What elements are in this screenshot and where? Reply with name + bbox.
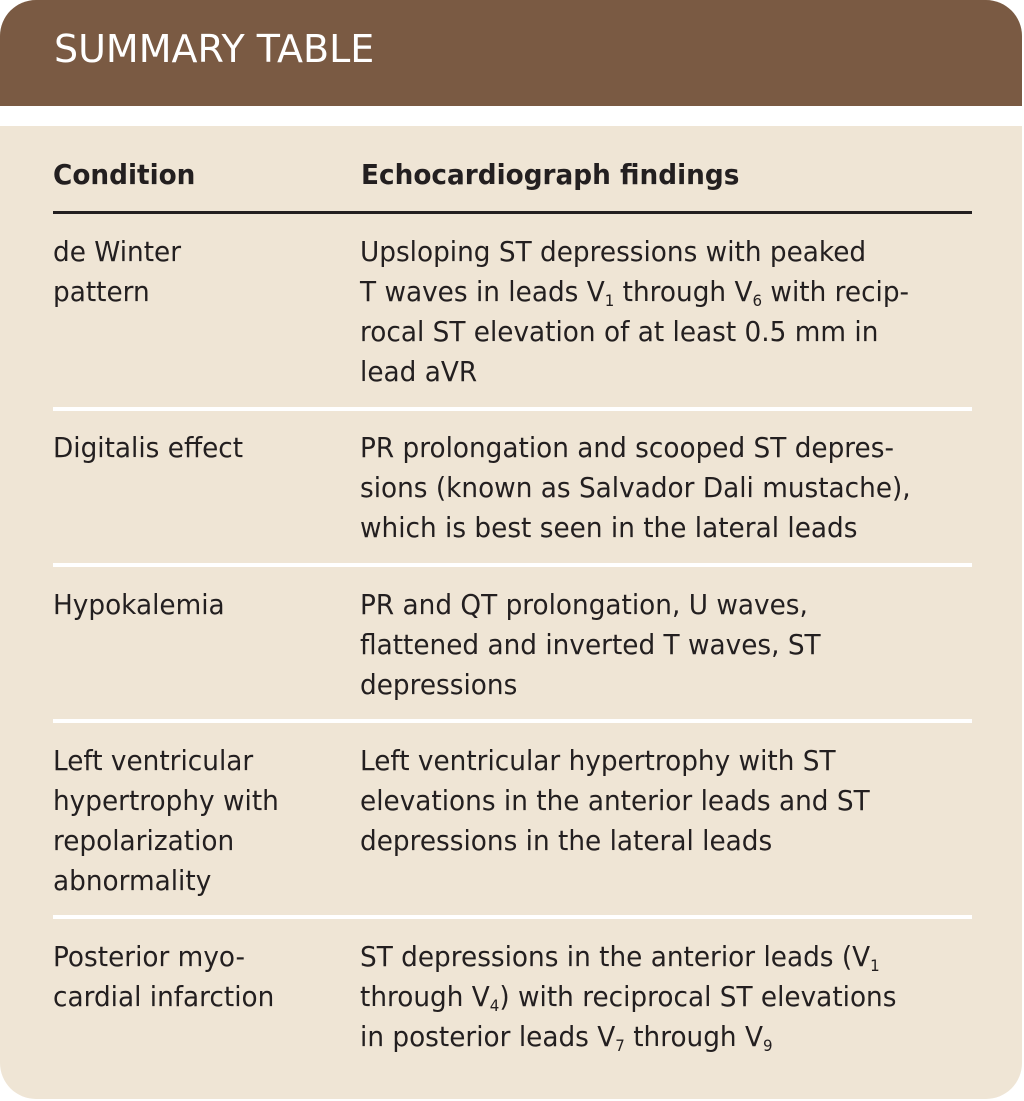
header-divider: [0, 106, 1022, 126]
row-condition-posterior-mi: Posterior myo- cardial infarction: [53, 940, 275, 1013]
table-title: SUMMARY TABLE: [54, 27, 375, 71]
column-header-findings: Echocardiograph findings: [361, 158, 740, 191]
row-separator: [53, 719, 972, 723]
row-findings-digitalis: PR prolongation and scooped ST depres- sions (known as Salvador Dali mustache), which is best seen in the lateral leads: [360, 431, 911, 544]
header-rule: [53, 211, 972, 214]
row-findings-lvh: Left ventricular hypertrophy with ST elevations in the anterior leads and ST depressions in the lateral leads: [360, 744, 870, 857]
row-findings-de-winter: Upsloping ST depressions with peaked T waves in leads $V_1$ through $V_6$ with recip- rocal ST elevation of at least 0.5 mm in lead aVR: [360, 235, 910, 388]
row-condition-hypokalemia: Hypokalemia: [53, 588, 225, 621]
row-condition-de-winter: de Winter pattern: [53, 235, 182, 308]
header-band: [0, 0, 1022, 106]
row-condition-digitalis: Digitalis effect: [53, 431, 244, 464]
row-separator: [53, 915, 972, 919]
row-findings-hypokalemia: PR and QT prolongation, U waves, flattened and inverted T waves, ST depressions: [360, 588, 821, 701]
row-separator: [53, 563, 972, 567]
row-findings-posterior-mi: ST depressions in the anterior leads ($V_1$ through $V_4$) with reciprocal ST elevations in posterior leads $V_7$ through $V_9$: [360, 940, 897, 1055]
row-separator: [53, 407, 972, 411]
row-condition-lvh: Left ventricular hypertrophy with repolarization abnormality: [53, 744, 279, 897]
column-header-condition: Condition: [53, 158, 196, 191]
